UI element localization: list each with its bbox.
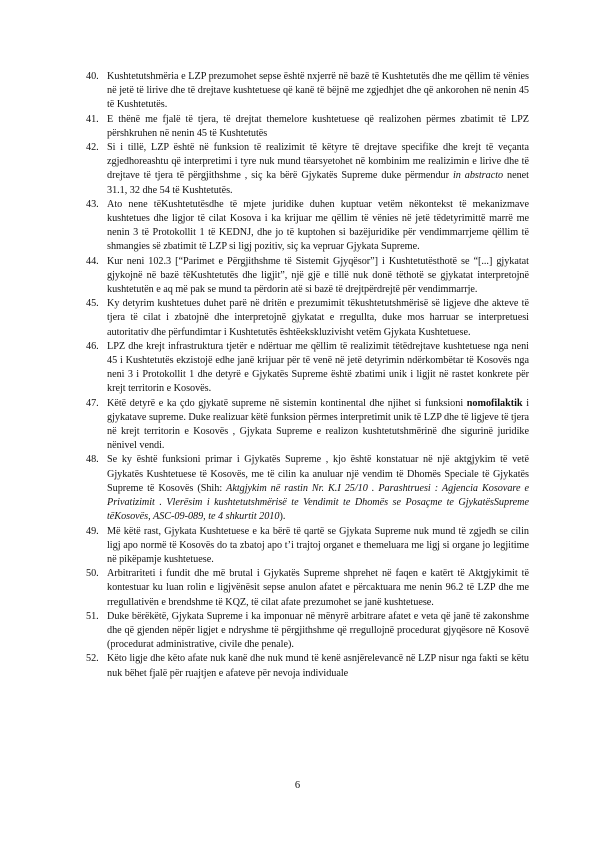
text-run: Më këtë rast, Gjykata Kushtetuese e ka bërë të qartë se Gjykata Supreme nuk mund të zgjedh se cilin ligj apo normë të Kosovës do ta zbatoj apo t’i trajtoj organet e themeluara me ligj si organe jo legjitime në pikëpamje kushtetuese. [107,525,529,565]
text-run: Duke bërëkëtë, Gjykata Supreme i ka imponuar në mënyrë arbitrare afatet e veta që janë të zakonshme dhe që gjenden nëpër ligjet e ndryshme të përgjithshme që rregullojnë procedurat gjyqësore në Kosovë (procedurat administrative, civile dhe penale). [107,610,529,651]
paragraph-text [107,256,529,295]
numbered-paragraph [86,255,529,298]
paragraph-text [107,142,529,196]
paragraph-text [107,114,529,139]
page-number: 6 [294,780,301,791]
numbered-paragraph [86,610,529,653]
paragraph-number: 49. [86,525,99,537]
text-run: Ato nene tëKushtetutësdhe të mjete juridike duhen kuptuar vetëm nëkontekst të mekanizmave kushtetues dhe ligjor të cilat Kosova i ka krijuar me qëllim të vënies në jetë tëdetyrimittë marrë me nenin 3 të Protokollit 1 të KEDNJ, dhe jo të kuptohen si bazëjuridike për vendimmarrjeme qëllim të shmangies së zbatimit të LZP si ligj pozitiv, siç ka vepruar Gjykata Supreme. [107,198,529,253]
italic-text: in abstracto [452,170,504,182]
text-run: Arbitrariteti i fundit dhe më brutal i Gjykatës Supreme shprehet në faqen e katërt të Aktgjykimit të kontestuar ku luan rolin e ligjvënësit sepse anulon afatet e përcaktuara me nenin 96.2 të LZP dhe me rregullativën e brendshme të KQZ, të cilat afate prezumohet se janë kushtetuese. [107,568,529,608]
paragraph-text [107,199,529,253]
numbered-paragraph [86,198,529,255]
text-run: Si i tillë, LZP është në funksion të realizimit të këtyre të drejtave specifike dhe krejt të veçanta zgjedhoreashtu që interpretimi i tyre nuk mund tëarsyetohet në kombinim me realizimin e lirive dhe të drejtave të tjera të përgjithshme , siç ka bërë Gjykatës Supreme duke përmendur [107,142,529,182]
paragraph-number: 40. [86,71,99,82]
italic-text: Aktgjykim në rastin Nr. K.I 25/10 . Parashtruesi : Agjencia Kosovare e Privatizimit . Vlerësim i kushtetutshmërisë te Vendimit te Dhomës se Posaçme te GjykatësSupreme tëKosovës, ASC-09-089, te 4 shkurtit 2010 [107,482,529,523]
numbered-paragraph [86,297,529,340]
paragraph-number: 42. [86,142,99,154]
paragraph-number: 45. [86,298,99,310]
paragraph-list [86,70,529,681]
text-run: Ky detyrim kushtetues duhet parë në dritën e prezumimit tëkushtetutshmërisë së ligjeve dhe akteve të tjera të cilat i zbatojnë dhe interpretojnë gjykatat e rregullta, duke mos harruar se interpretuesi autoritativ dhe përfundimtar i Kushtetutës ështëekskluzivisht vetëm Gjykata Kushtetuese. [107,298,529,338]
text-run: LPZ dhe krejt infrastruktura tjetër e ndërtuar me qëllim të realizimit tëtëdrejtave kushtetuese nga neni 45 i Kushtetutës ekzistojë edhe janë krijuar për të venë në jetë detyrimin ndërkombëtar të Kosovës nga neni 3 i Protokollit 1 dhe detyrë e Gjykatës Supreme është zbatimi unik i ligjit në rastet konkrete për krejt territorin e Kosovës. [107,340,529,395]
text-run: i gjykatave supreme. Duke realizuar këtë funksion përmes interpretimit unik të LZP dhe të ligjeve të tjera në krejt territorin e Kosovës , Gjykata Supreme e realizon kushtetutshmërinë dhe sigurinë juridike nënivel vendi. [107,397,529,452]
text-run: nenet 31.1, 32 dhe 54 të Kushtetutës. [107,170,529,196]
numbered-paragraph [86,652,529,680]
paragraph-text [107,398,529,452]
text-run: Kur neni 102.3 [“Parimet e Përgjithshme të Sistemit Gjyqësor”] i Kushtetutësthotë se “[...] gjykatat gjykojnë në bazë tëKushtetutës dhe ligjit”, një gjë e tillë nuk donë tëthotë se gjykatat interpretojnë kushtetutën e aq më pak se mund ta përdorin atë si bazë të drejtpërdrejtë për vendimmarrje. [107,255,529,296]
paragraph-text [107,653,529,678]
paragraph-text [107,611,529,650]
paragraph-text [107,71,529,110]
bold-text: nomofilaktik [466,397,523,409]
numbered-paragraph [86,453,529,524]
numbered-paragraph [86,113,529,141]
paragraph-number: 44. [86,255,99,267]
text-run: Se ky është funksioni primar i Gjykatës Supreme , kjo është konstatuar në një aktgjykim të vetë Gjykatës Kushtetuese të Kosovës, me të cilin ka anuluar një vendim të Dhomës Speciale të Gjykatës Supreme të Kosovës (Shih: [107,454,529,494]
paragraph-text [107,526,529,565]
text-run: Këto ligje dhe këto afate nuk kanë dhe nuk mund të kenë asnjërelevancë në LZP nisur nga fakti se këtu nuk bëhet fjalë për ruajtjen e afateve për nevoja individuale [107,653,529,679]
numbered-paragraph [86,340,529,397]
numbered-paragraph [86,70,529,113]
paragraph-number: 52. [86,653,99,665]
paragraph-number: 47. [86,397,99,409]
paragraph-text [107,568,529,607]
paragraph-number: 48. [86,454,99,466]
text-run: Kushtetutshmëria e LZP prezumohet sepse është nxjerrë në bazë të Kushtetutës dhe me qëllim të vënies në jetë të lirive dhe të drejtave kushtetuese që kanë të bëjnë me zgjedhjet dhe që ankorohen në nenin 45 të Kushtetutës. [107,71,529,111]
text-run: E thënë me fjalë të tjera, të drejtat themelore kushtetuese që realizohen përmes zbatimit të LPZ përshkruhen në nenin 45 të Kushtetutës [107,113,529,139]
paragraph-text [107,298,529,337]
numbered-paragraph [86,397,529,454]
paragraph-text [107,341,529,395]
numbered-paragraph [86,567,529,610]
numbered-paragraph [86,141,529,198]
paragraph-number: 51. [86,610,99,622]
numbered-paragraph [86,525,529,568]
paragraph-number: 46. [86,340,99,352]
paragraph-number: 41. [86,113,99,125]
paragraph-text [107,454,529,522]
text-run: ). [279,511,286,523]
paragraph-number: 43. [86,198,99,210]
text-run: Këtë detyrë e ka çdo gjykatë supreme në sistemin kontinental dhe njihet si funksioni [107,397,467,409]
paragraph-number: 50. [86,568,99,580]
